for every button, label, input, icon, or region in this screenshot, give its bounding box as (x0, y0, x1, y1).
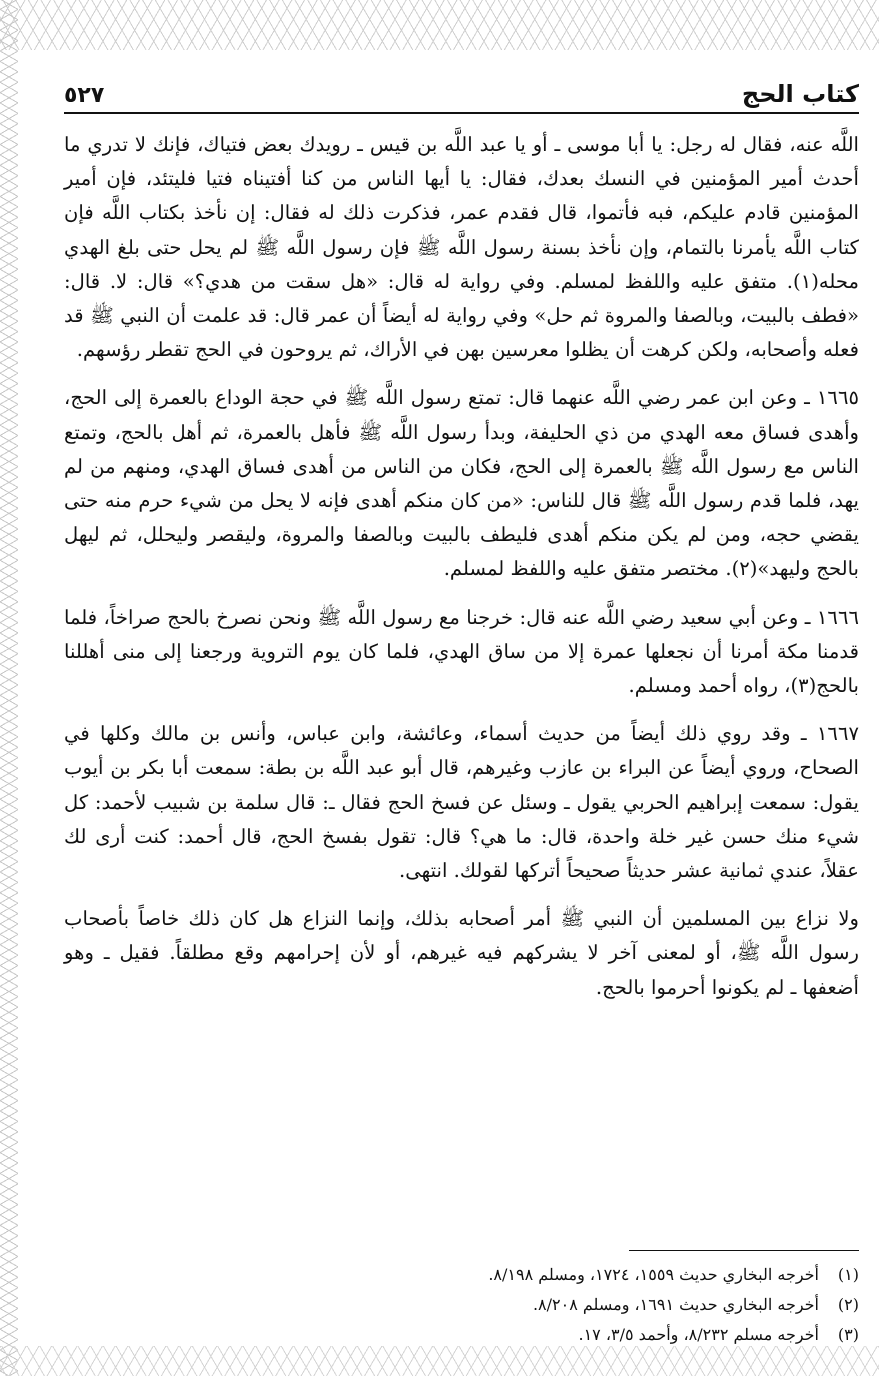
footnote-mark: (٣) (837, 1325, 859, 1344)
footnote-text: أخرجه البخاري حديث ١٥٥٩، ١٧٢٤، ومسلم ٨/١٩٨. (488, 1265, 819, 1284)
decorative-border-bottom (0, 1346, 879, 1376)
paragraph-closing: ولا نزاع بين المسلمين أن النبي ﷺ أمر أصحابه بذلك، وإنما النزاع هل كان ذلك خاصاً بأصحاب رسول اللَّه ﷺ، أو لمعنى آخر لا يشركهم فيه غيرهم، أو لأن إحرامهم وقع مطلقاً. فقيل ـ وهو أضعفها ـ لم يكونوا أحرموا بالحج. (64, 907, 859, 999)
header-rule (64, 112, 859, 114)
decorative-border-left (0, 0, 18, 1376)
page-number: ٥٢٧ (64, 83, 105, 108)
paragraph-hadith-1666: ١٦٦٦ ـ وعن أبي سعيد رضي اللَّه عنه قال: خرجنا مع رسول اللَّه ﷺ ونحن نصرخ بالحج صراخاً، فلما قدمنا مكة أمرنا أن نجعلها عمرة إلا من ساق الهدي، فلما كان يوم التروية ورجعنا إلى منى أهللنا بالحج(٣)، رواه أحمد ومسلم. (64, 605, 859, 698)
footnote-mark: (٢) (837, 1295, 859, 1314)
footnote-item (64, 1290, 859, 1320)
footnote-text: أخرجه مسلم ٨/٢٣٢، وأحمد ٣/٥، ١٧. (578, 1325, 819, 1344)
paragraph-hadith-1667: ١٦٦٧ ـ وقد روي ذلك أيضاً من حديث أسماء، وعائشة، وابن عباس، وأنس بن مالك وكلها في الصحاح، وروي أيضاً عن البراء بن عازب وغيرهم، قال أبو عبد اللَّه بن بطة: سمعت أبا بكر بن أيوب يقول: سمعت إبراهيم الحربي يقول ـ وسئل عن فسخ الحج فقال ـ: قال سلمة بن شبيب لأحمد: كل شيء منك حسن غير خلة واحدة، قال: ما هي؟ قال: تقول بفسخ الحج، قال أحمد: كنت أرى لك عقلاً، عندي ثمانية عشر حديثاً صحيحاً أتركها لقولك. انتهى. (64, 722, 859, 883)
footnote-mark: (١) (837, 1265, 859, 1284)
footnotes (64, 1260, 859, 1350)
main-text (64, 128, 859, 1019)
footnote-item (64, 1320, 859, 1350)
running-header (64, 74, 859, 108)
footnote-rule (629, 1250, 859, 1251)
chapter-title: كتاب الحج (741, 80, 859, 108)
footnote-text: أخرجه البخاري حديث ١٦٩١، ومسلم ٨/٢٠٨. (532, 1295, 819, 1314)
decorative-border-top (0, 0, 879, 50)
book-page (22, 50, 879, 1346)
paragraph-1: اللَّه عنه، فقال له رجل: يا أبا موسى ـ أو يا عبد اللَّه بن قيس ـ رويدك بعض فتياك، فإنك لا تدري ما أحدث أمير المؤمنين في النسك بعدك، فقال: يا أيها الناس من كنا أفتيناه فتيا فليتئد، فإن أمير المؤمنين قادم عليكم، فبه فأتموا، قال فقدم عمر، فذكرت ذلك له فقال: إن نأخذ بكتاب اللَّه فإن كتاب اللَّه يأمرنا بالتمام، وإن نأخذ بسنة رسول اللَّه ﷺ فإن رسول اللَّه ﷺ لم يحل حتى بلغ الهدي محله(١). متفق عليه واللفظ لمسلم. وفي رواية له قال: «هل سقت من هدي؟» قال: لا. قال: «فطف بالبيت، وبالصفا والمروة ثم حل» وفي رواية له أيضاً أن عمر قال: قد علمت أن النبي ﷺ قد فعله وأصحابه، ولكن كرهت أن يظلوا معرسين بهن في الأراك، ثم يروحون في الحج تقطر رؤسهم. (64, 133, 859, 362)
paragraph-hadith-1665: ١٦٦٥ ـ وعن ابن عمر رضي اللَّه عنهما قال: تمتع رسول اللَّه ﷺ في حجة الوداع بالعمرة إلى الحج، وأهدى فساق معه الهدي من ذي الحليفة، وبدأ رسول اللَّه ﷺ فأهل بالعمرة، ثم أهل بالحج، وتمتع الناس مع رسول اللَّه ﷺ بالعمرة إلى الحج، فكان من الناس من أهدى فساق الهدي، ومنهم من لم يهد، فلما قدم رسول اللَّه ﷺ قال للناس: «من كان منكم أهدى فإنه لا يحل من شيء حرم منه حتى يقضي حجه، ومن لم يكن منكم أهدى فليطف بالبيت وبالصفا والمروة، وليقصر وليحلل، ثم ليهل بالحج وليهد»(٢). مختصر متفق عليه واللفظ لمسلم. (64, 386, 859, 581)
footnote-item (64, 1260, 859, 1290)
